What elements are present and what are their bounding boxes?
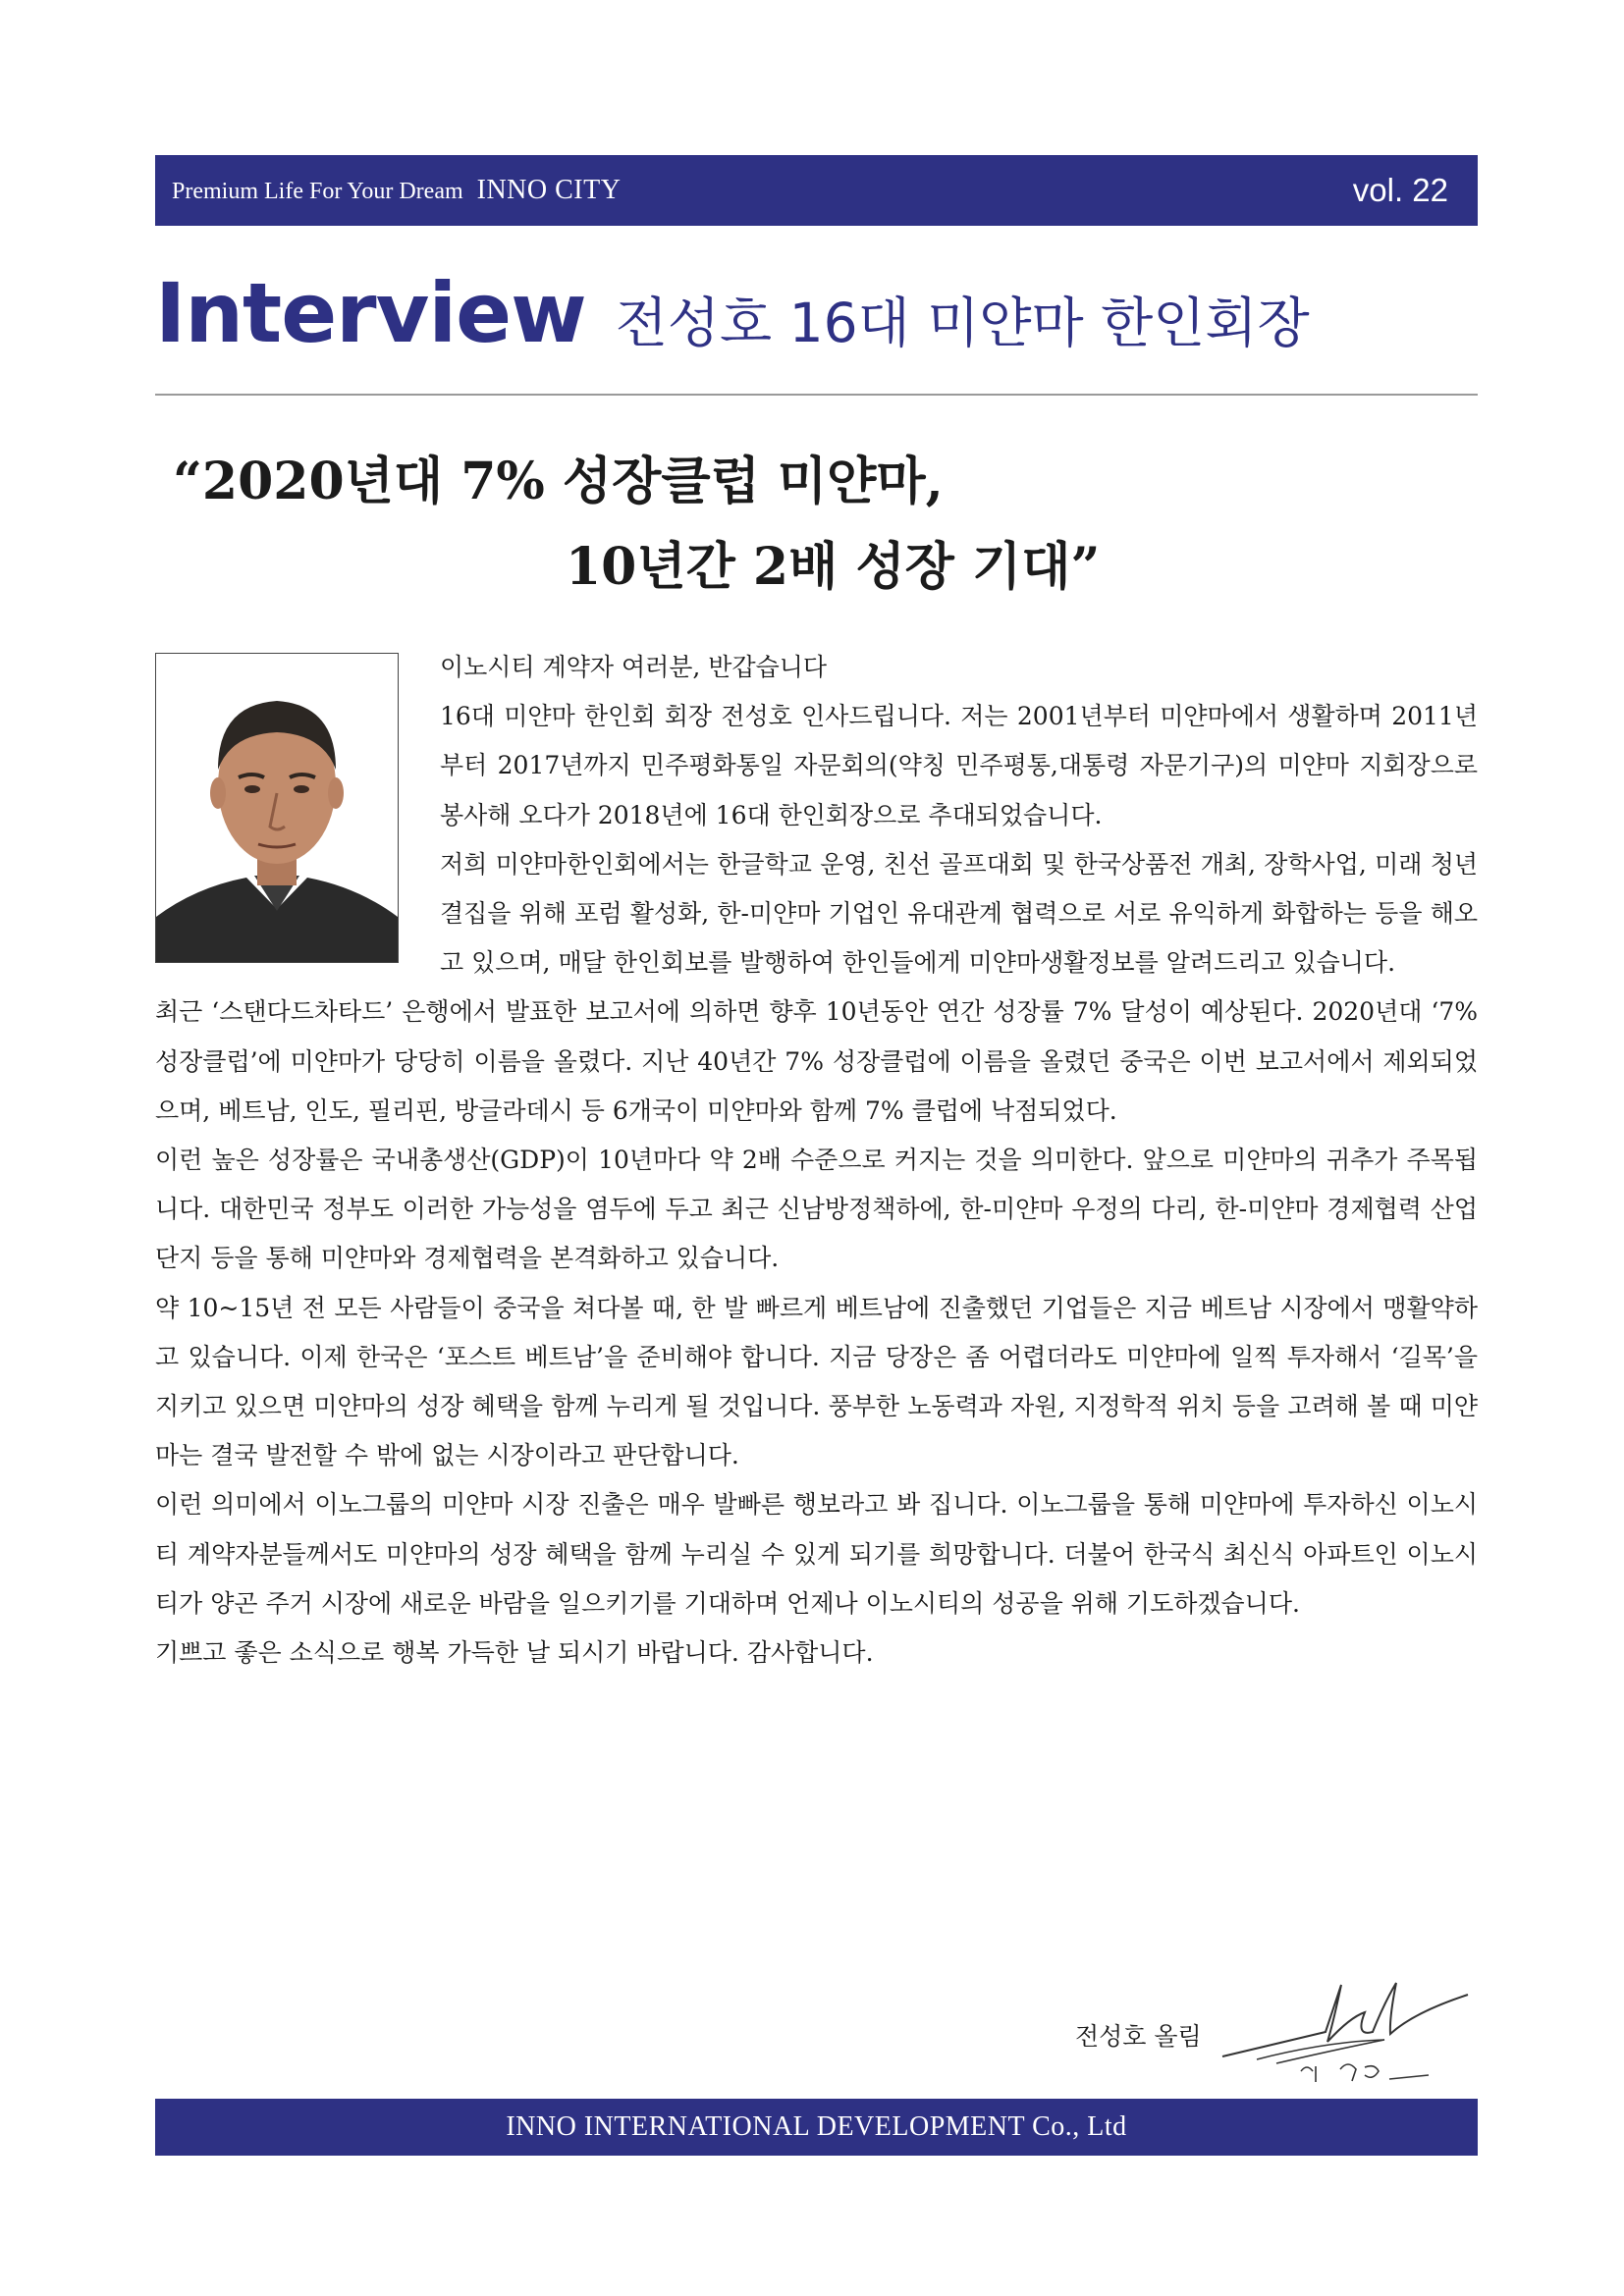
article-paragraph: 이런 의미에서 이노그룹의 미얀마 시장 진출은 매우 발빠른 행보라고 봐 집니다. 이노그룹을 통해 미얀마에 투자하신 이노시티 계약자분들께서도 미얀마의 성장 혜택을 함께 누리실 수 있게 되기를 희망합니다. 더불어 한국식 최신식 아파트인 이노시티가 양곤 주거 시장에 새로운 바람을 일으키기를 기대하며 언제나 이노시티의 성공을 위해 기도하겠습니다.: [155, 1490, 1478, 1618]
section-title: Interview: [155, 265, 586, 361]
issue-number: vol. 22: [1352, 172, 1448, 208]
article-paragraph: 약 10~15년 전 모든 사람들이 중국을 쳐다볼 때, 한 발 빠르게 베트남에 진출했던 기업들은 지금 베트남 시장에서 맹활약하고 있습니다. 이제 한국은 ‘포스트 베트남’을 준비해야 합니다. 지금 당장은 좀 어렵더라도 미얀마에 일찍 투자해서 ‘길목’을 지키고 있으면 미얀마의 성장 혜택을 함께 누리게 될 것입니다. 풍부한 노동력과 자원, 지정학적 위치 등을 고려해 볼 때 미얀마는 결국 발전할 수 밖에 없는 시장이라고 판단합니다.: [155, 1293, 1478, 1470]
header-brand: INNO CITY: [476, 175, 622, 205]
footer-bar: [155, 2099, 1478, 2156]
headline-line-1: “2020년대 7% 성장클럽 미얀마,: [173, 452, 944, 511]
signoff-text: 전성호 올림: [1075, 2022, 1202, 2051]
header-left: [172, 175, 621, 206]
article-paragraph: 저희 미얀마한인회에서는 한글학교 운영, 친선 골프대회 및 한국상품전 개최, 장학사업, 미래 청년 결집을 위해 포럼 활성화, 한-미얀마 기업인 유대관계 협력으로 서로 유익하게 화합하는 등을 해오고 있으며, 매달 한인회보를 발행하여 한인들에게 미얀마생활정보를 알려드리고 있습니다.: [440, 849, 1478, 978]
article-paragraph: 기쁘고 좋은 소식으로 행복 가득한 날 되시기 바랍니다. 감사합니다.: [155, 1638, 874, 1668]
article-paragraph: 이노시티 계약자 여러분, 반갑습니다: [440, 653, 828, 681]
portrait-photo: [155, 653, 399, 963]
header-bar: [155, 155, 1478, 226]
interviewee-title: 전성호 16대 미얀마 한인회장: [615, 292, 1310, 354]
portrait-illustration: [156, 654, 398, 962]
footer-company: INNO INTERNATIONAL DEVELOPMENT Co., Ltd: [506, 2111, 1127, 2142]
article-paragraph: 16대 미얀마 한인회 회장 전성호 인사드립니다. 저는 2001년부터 미얀마에서 생활하며 2011년부터 2017년까지 민주평화통일 자문회의(약칭 민주평통,대통령 자문기구)의 미얀마 지회장으로 봉사해 오다가 2018년에 16대 한인회장으로 추대되었습니다.: [440, 702, 1478, 829]
heading-divider: [155, 394, 1478, 396]
page-heading: [155, 265, 1310, 361]
handwritten-signature: [1218, 1973, 1473, 2091]
article-paragraph: 이런 높은 성장률은 국내총생산(GDP)이 10년마다 약 2배 수준으로 커지는 것을 의미한다. 앞으로 미얀마의 귀추가 주목됩니다. 대한민국 정부도 이러한 가능성을 염두에 두고 최근 신남방정책하에, 한-미얀마 우정의 다리, 한-미얀마 경제협력 산업단지 등을 통해 미얀마와 경제협력을 본격화하고 있습니다.: [155, 1146, 1478, 1273]
headline-line-2: 10년간 2배 성장 기대”: [566, 537, 1101, 597]
article-paragraph: 최근 ‘스탠다드차타드’ 은행에서 발표한 보고서에 의하면 향후 10년동안 연간 성장률 7% 달성이 예상된다. 2020년대 ‘7% 성장클럽’에 미얀마가 당당히 이름을 올렸다. 지난 40년간 7% 성장클럽에 이름을 올렸던 중국은 이번 보고서에서 제외되었으며, 베트남, 인도, 필리핀, 방글라데시 등 6개국이 미얀마와 함께 7% 클럽에 낙점되었다.: [155, 997, 1478, 1125]
header-tagline: Premium Life For Your Dream: [172, 179, 463, 204]
